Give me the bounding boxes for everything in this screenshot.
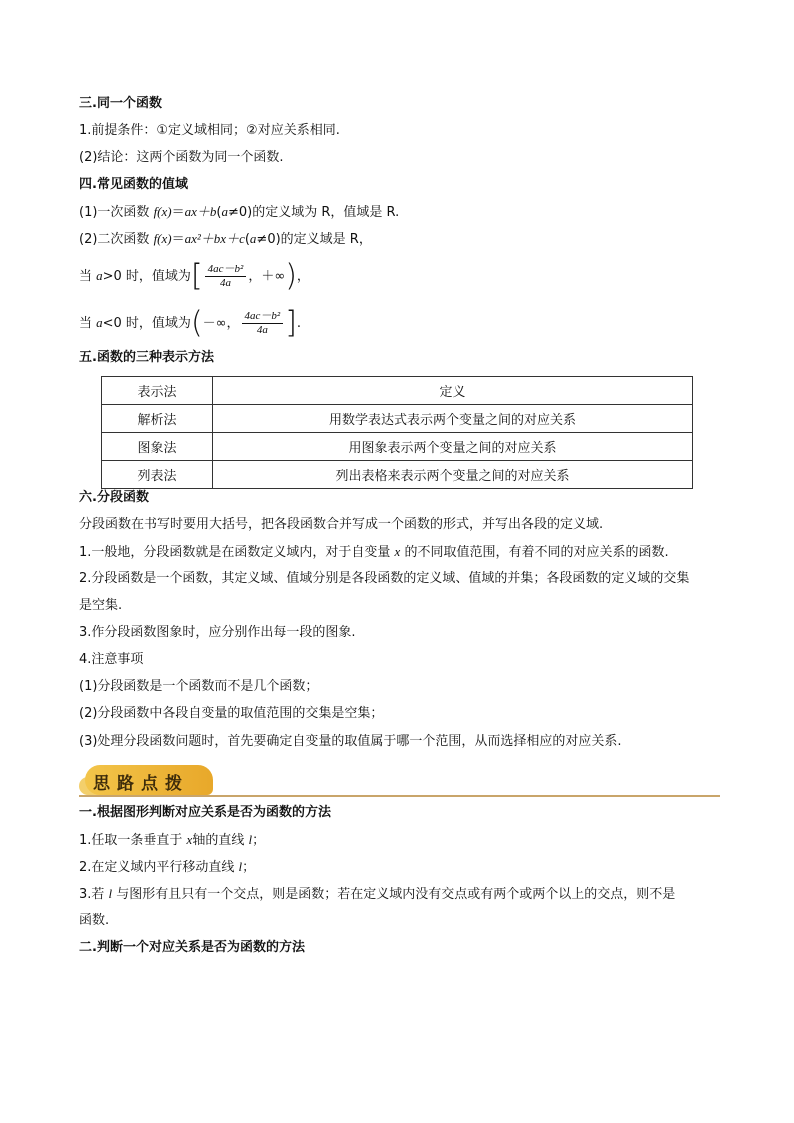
- representation-table: [101, 376, 693, 489]
- math-l: l: [248, 832, 253, 847]
- quadratic-function-line: [79, 230, 372, 249]
- text: ＝: [171, 205, 185, 220]
- section-6-point-4: 4.注意事项: [79, 652, 144, 667]
- table-cell: 图象法: [102, 433, 213, 461]
- text: (1)一次函数: [79, 205, 154, 220]
- close-paren: ): [285, 258, 297, 294]
- text: 当: [79, 316, 97, 331]
- text: 与图形有且只有一个交点，则是函数；若在定义域内没有交点或有两个或两个以上的交点，则不是: [112, 887, 676, 902]
- close-bracket: ]: [285, 305, 297, 341]
- tips-heading-1: 一.根据图形判断对应关系是否为函数的方法: [79, 805, 331, 820]
- section-6-point-2-cont: 是空集.: [79, 598, 123, 613]
- tips-step-1: [79, 831, 265, 850]
- text: (: [216, 205, 222, 220]
- math-fx: f(x): [153, 231, 172, 246]
- section-6-intro: 分段函数在书写时要用大括号，把各段函数合并写成一个函数的形式，并写出各段的定义域.: [79, 517, 604, 532]
- banner-title: 思路点拨: [93, 774, 189, 794]
- math-expr: ax＋b: [184, 204, 217, 219]
- text: .: [296, 316, 302, 331]
- text: 1.一般地，分段函数就是在函数定义域内，对于自变量: [79, 545, 395, 560]
- text: 2.在定义域内平行移动直线: [79, 860, 239, 875]
- tips-banner: [79, 765, 720, 799]
- section-6-point-2: 2.分段函数是一个函数，其定义域、值域分别是各段函数的定义域、值域的并集；各段函数的定义域的交集: [79, 571, 690, 586]
- section-3-title: 三.同一个函数: [79, 96, 162, 111]
- text: ；: [252, 833, 266, 848]
- text: (2)二次函数: [79, 232, 154, 247]
- text: ；: [242, 860, 256, 875]
- table-cell: 用数学表达式表示两个变量之间的对应关系: [213, 405, 693, 433]
- text: 1.任取一条垂直于: [79, 833, 187, 848]
- table-row: [102, 461, 693, 489]
- section-6-note-1: (1)分段函数是一个函数而不是几个函数；: [79, 679, 319, 694]
- text: <0 时，值域为: [102, 316, 191, 331]
- text: 3.若: [79, 887, 109, 902]
- text: －∞，: [202, 316, 240, 331]
- section-6-note-3: (3)处理分段函数问题时，首先要确定自变量的取值属于哪一个范围，从而选择相应的对应关系.: [79, 734, 622, 749]
- fraction: [242, 310, 284, 337]
- math-l: l: [108, 886, 113, 901]
- tips-step-2: [79, 858, 255, 877]
- table-cell: 列出表格来表示两个变量之间的对应关系: [213, 461, 693, 489]
- section-6-point-3: 3.作分段函数图象时，应分别作出每一段的图象.: [79, 625, 356, 640]
- range-negative-line: [79, 305, 301, 342]
- section-6-note-2: (2)分段函数中各段自变量的取值范围的交集是空集；: [79, 706, 384, 721]
- math-fx: f(x): [153, 204, 172, 219]
- text: 当: [79, 269, 97, 284]
- linear-function-line: [79, 203, 399, 222]
- table-header-cell: 表示法: [102, 377, 213, 405]
- table-cell: 解析法: [102, 405, 213, 433]
- math-a: a: [221, 204, 228, 219]
- tips-step-3-cont: 函数.: [79, 913, 110, 928]
- text: >0 时，值域为: [102, 269, 191, 284]
- section-4-title: 四.常见函数的值域: [79, 177, 188, 192]
- text: ＝: [171, 232, 185, 247]
- section-6-point-1: [79, 543, 669, 562]
- fraction-denominator: 4a: [256, 324, 268, 336]
- text: ≠0)的定义域为 R，值域是 R.: [227, 205, 400, 220]
- section-3-conclusion: (2)结论：这两个函数为同一个函数.: [79, 150, 284, 165]
- section-3-conditions: 1.前提条件：①定义域相同；②对应关系相同.: [79, 123, 340, 138]
- tips-step-3: [79, 885, 675, 904]
- text: (: [244, 232, 250, 247]
- open-bracket: [: [190, 258, 203, 294]
- text: ，＋∞: [248, 269, 286, 284]
- text: ≠0)的定义域是 R，: [256, 232, 372, 247]
- math-x: x: [394, 544, 401, 559]
- math-x: x: [186, 832, 193, 847]
- text: 轴的直线: [192, 833, 249, 848]
- table-header-cell: 定义: [213, 377, 693, 405]
- math-a: a: [96, 268, 103, 283]
- fraction-numerator: 4ac－b²: [242, 310, 284, 324]
- table-cell: 列表法: [102, 461, 213, 489]
- math-l: l: [238, 859, 243, 874]
- math-a: a: [96, 315, 103, 330]
- section-5-title: 五.函数的三种表示方法: [79, 350, 214, 365]
- text: 的不同取值范围，有着不同的对应关系的函数.: [400, 545, 669, 560]
- open-paren: (: [190, 305, 203, 341]
- fraction: [205, 263, 247, 290]
- fraction-numerator: 4ac－b²: [205, 263, 247, 277]
- math-a: a: [249, 231, 257, 246]
- range-positive-line: [79, 258, 310, 295]
- banner-underline: [79, 795, 720, 797]
- table-cell: 用图象表示两个变量之间的对应关系: [213, 433, 693, 461]
- section-6-title: 六.分段函数: [79, 490, 149, 505]
- table-row: [102, 433, 693, 461]
- tips-heading-2: 二.判断一个对应关系是否为函数的方法: [79, 940, 305, 955]
- fraction-denominator: 4a: [220, 277, 231, 289]
- math-expr: ax²＋bx＋c: [184, 231, 245, 246]
- text: ，: [296, 269, 310, 284]
- table-header-row: [102, 377, 693, 405]
- table-row: [102, 405, 693, 433]
